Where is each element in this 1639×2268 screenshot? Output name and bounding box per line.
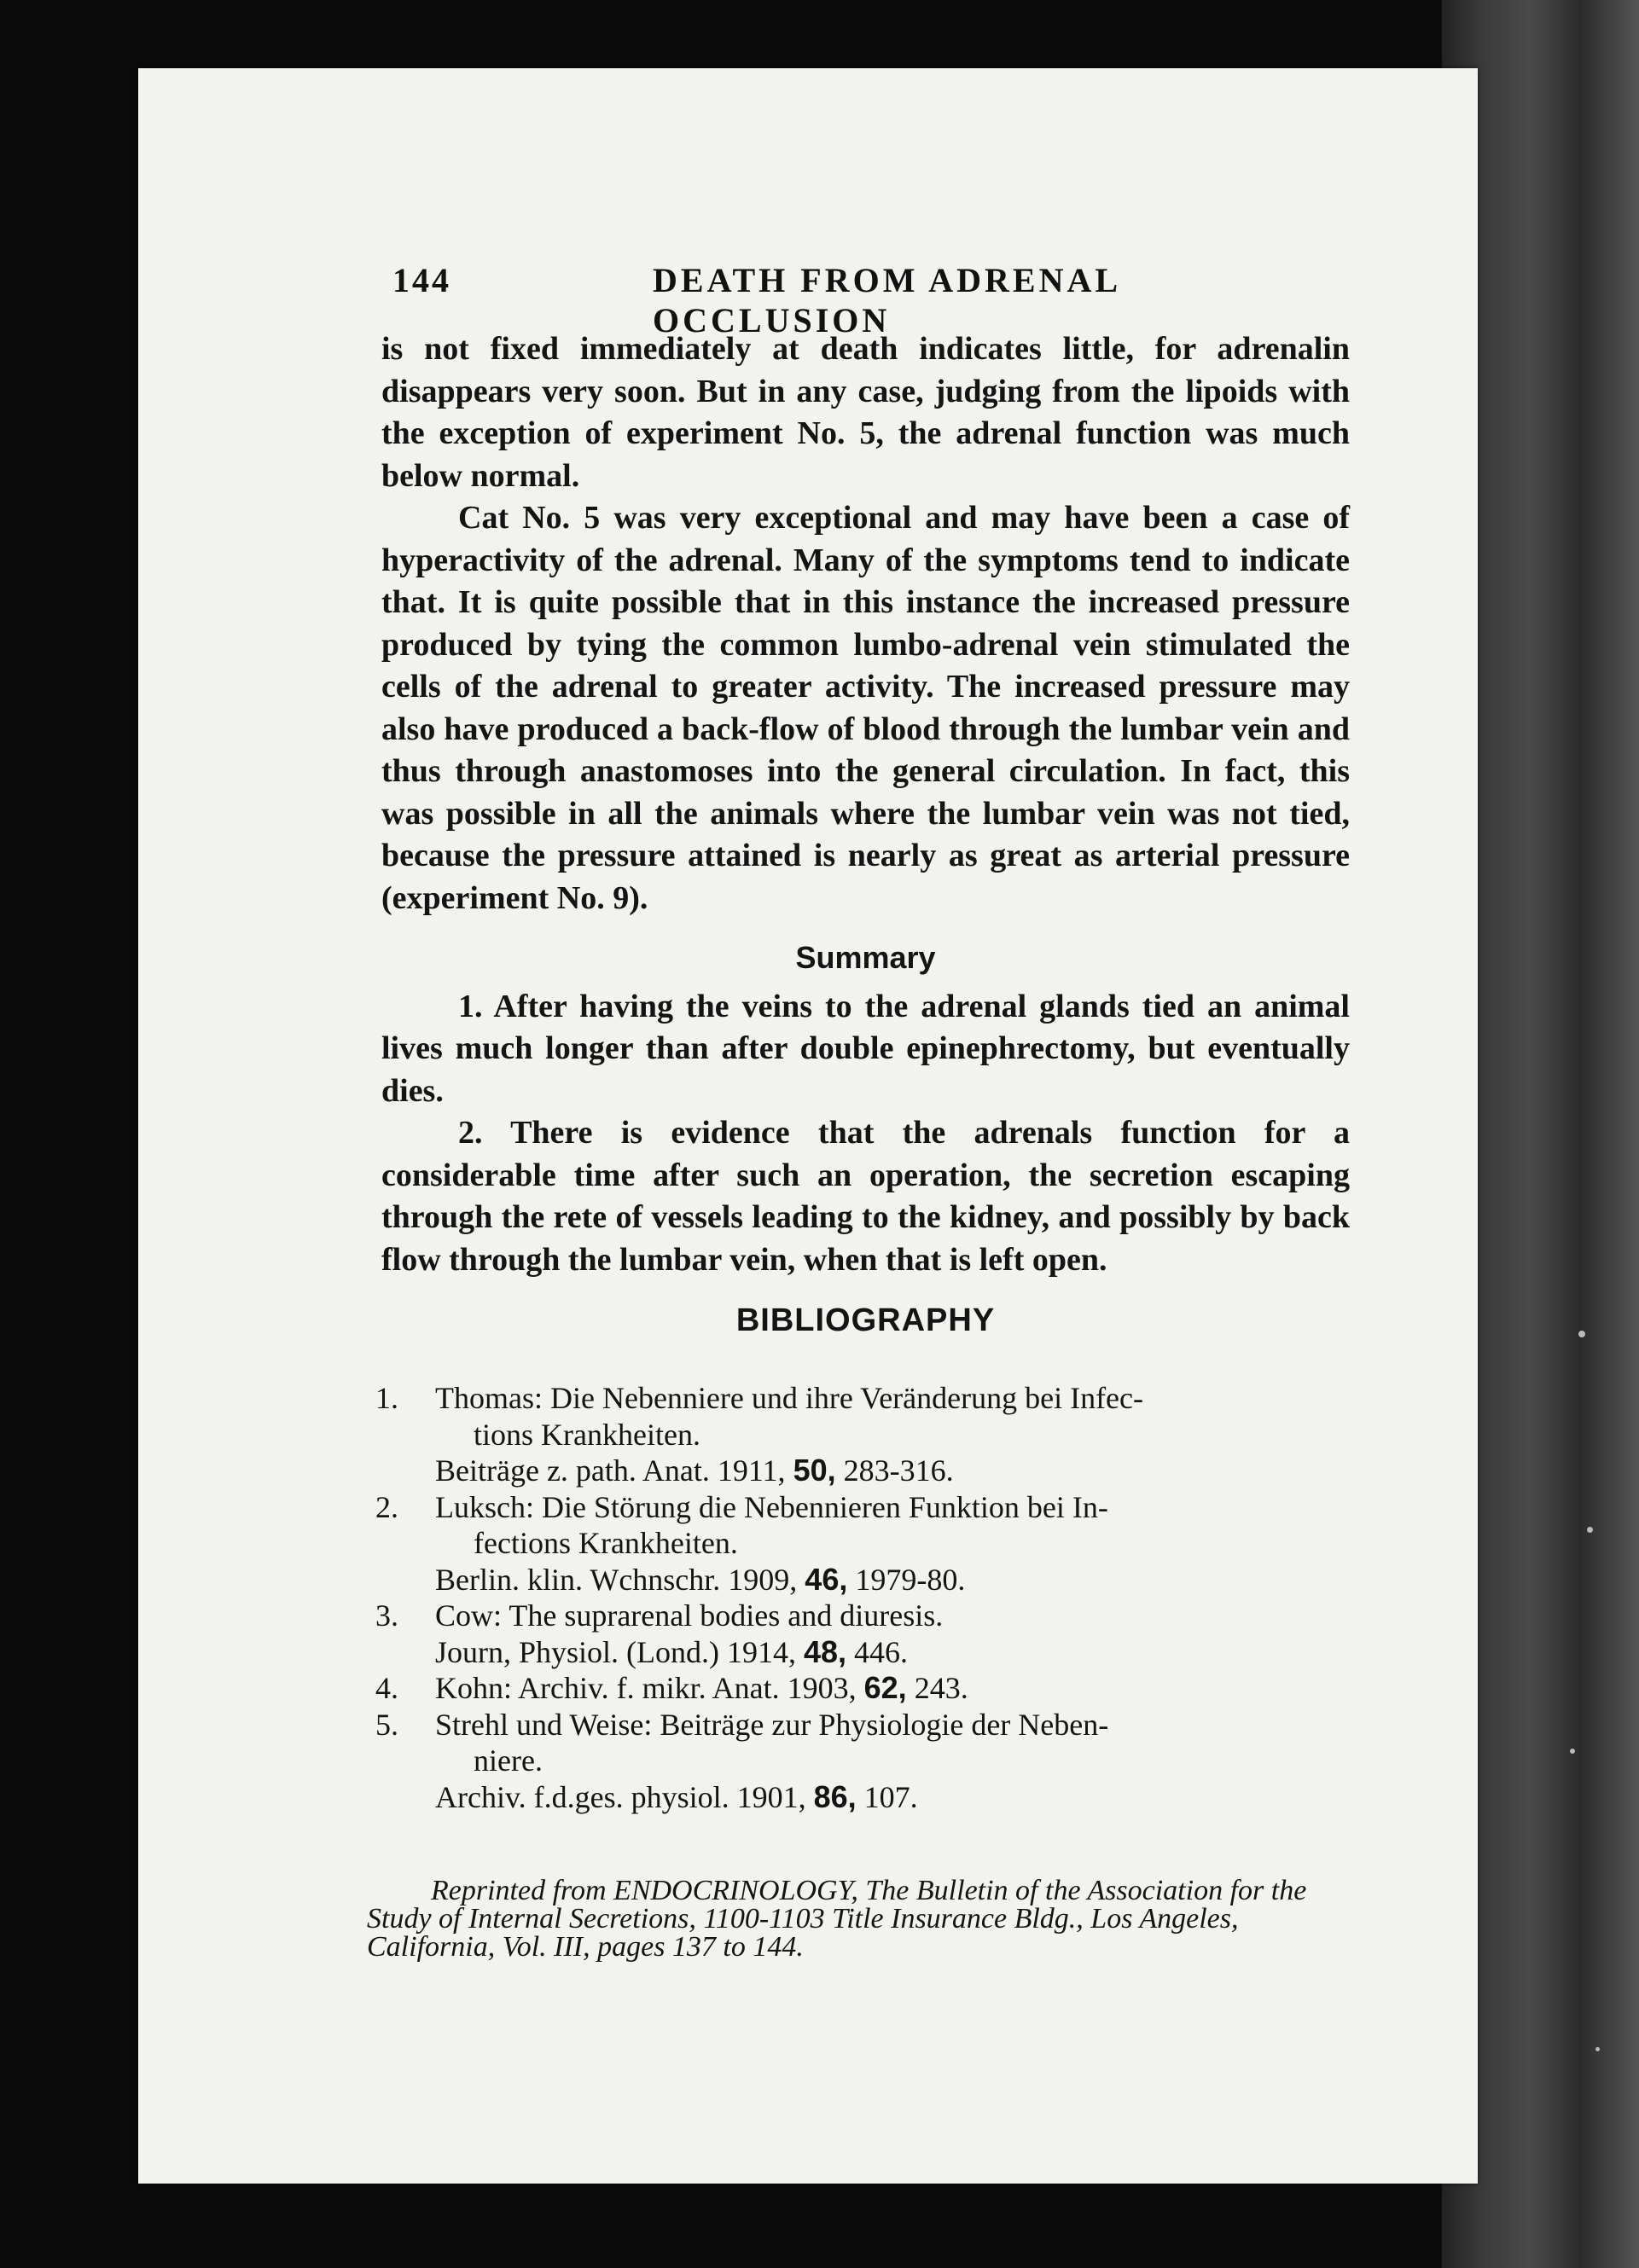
ref-citation: Thomas: Die Nebenniere und ihre Veränderung bei Infec- [435, 1381, 1144, 1415]
page-number: 144 [392, 261, 451, 299]
ref-citation-continued: niere. [474, 1743, 543, 1778]
running-header [256, 260, 1365, 339]
bibliography-entry [375, 1670, 1348, 1707]
ref-number: 1. [375, 1381, 398, 1415]
ref-source: Berlin. klin. Wchnschr. 1909, 46, 1979-80. [435, 1561, 966, 1597]
ref-citation-continued: fections Krankheiten. [474, 1526, 738, 1560]
paragraph-continuation: is not fixed immediately at death indicates little, for adrenalin disappears very soon. But in any case, judging from the lipoids with the exception of experiment No. 5, the adrenal function was much below normal. [381, 331, 1350, 494]
summary-item-2: 2. There is evidence that the adrenals function for a considerable time after such an operation, the secretion escaping through the rete of vessels leading to the kidney, and possibly by back flow through the lumbar vein, when that is left open. [381, 1115, 1350, 1278]
ref-source: Journ, Physiol. (Lond.) 1914, 48, 446. [435, 1633, 909, 1669]
ref-source: Beiträge z. path. Anat. 1911, 50, 283-316. [435, 1453, 954, 1488]
summary-heading: Summary [795, 940, 936, 975]
bibliography-heading: BIBLIOGRAPHY [735, 1302, 996, 1338]
ref-citation: Luksch: Die Störung die Nebennieren Funktion bei In- [435, 1489, 1108, 1524]
ref-number: 4. [375, 1671, 398, 1705]
bibliography-entry [375, 1380, 1348, 1489]
reprint-notice: Reprinted from ENDOCRINOLOGY, The Bulletin of the Association for the Study of Internal Secretions, 1100-1103 Title Insurance Bldg., Los Angeles, California, Vol. III, pages 137 to 144. [367, 1875, 1307, 1963]
summary-item-1: 1. After having the veins to the adrenal glands tied an animal lives much longer than after double epinephrectomy, but eventually dies. [381, 988, 1350, 1109]
article-body [381, 328, 1350, 1346]
ref-citation: Kohn: Archiv. f. mikr. Anat. 1903, 62, 243. [435, 1670, 968, 1705]
bibliography-entry [375, 1598, 1348, 1670]
ref-citation: Strehl und Weise: Beiträge zur Physiologie der Neben- [435, 1707, 1109, 1742]
ref-citation: Cow: The suprarenal bodies and diuresis. [435, 1598, 944, 1633]
ref-citation-continued: tions Krankheiten. [474, 1417, 700, 1452]
paragraph-cat-no5: Cat No. 5 was very exceptional and may have been a case of hyperactivity of the adrenal. Many of the symptoms tend to indicate that. It is quite possible that in this instance the increased pressure produced by tying the common lumbo-adrenal vein stimulated the cells of the adrenal to greater activity. The increased pressure may also have produced a back-flow of blood through the lumbar vein and thus through anastomoses into the general circulation. In fact, this was possible in all the animals where the lumbar vein was not tied, because the pressure attained is nearly as great as arterial pressure (experiment No. 9). [381, 500, 1350, 916]
running-title: DEATH FROM ADRENAL OCCLUSION [653, 261, 1119, 339]
ref-volume: 48, [804, 1633, 847, 1669]
ref-number: 2. [375, 1489, 398, 1524]
ref-source: Archiv. f.d.ges. physiol. 1901, 86, 107. [435, 1778, 918, 1814]
ref-volume: 62, [863, 1670, 907, 1705]
ref-number: 5. [375, 1707, 398, 1742]
ref-volume: 50, [793, 1453, 836, 1488]
bibliography-entry [375, 1489, 1348, 1598]
ref-volume: 86, [813, 1778, 857, 1814]
ref-number: 3. [375, 1598, 398, 1633]
bibliography-entry [375, 1707, 1348, 1816]
ref-volume: 46, [805, 1561, 848, 1597]
bibliography-list [375, 1380, 1348, 1815]
